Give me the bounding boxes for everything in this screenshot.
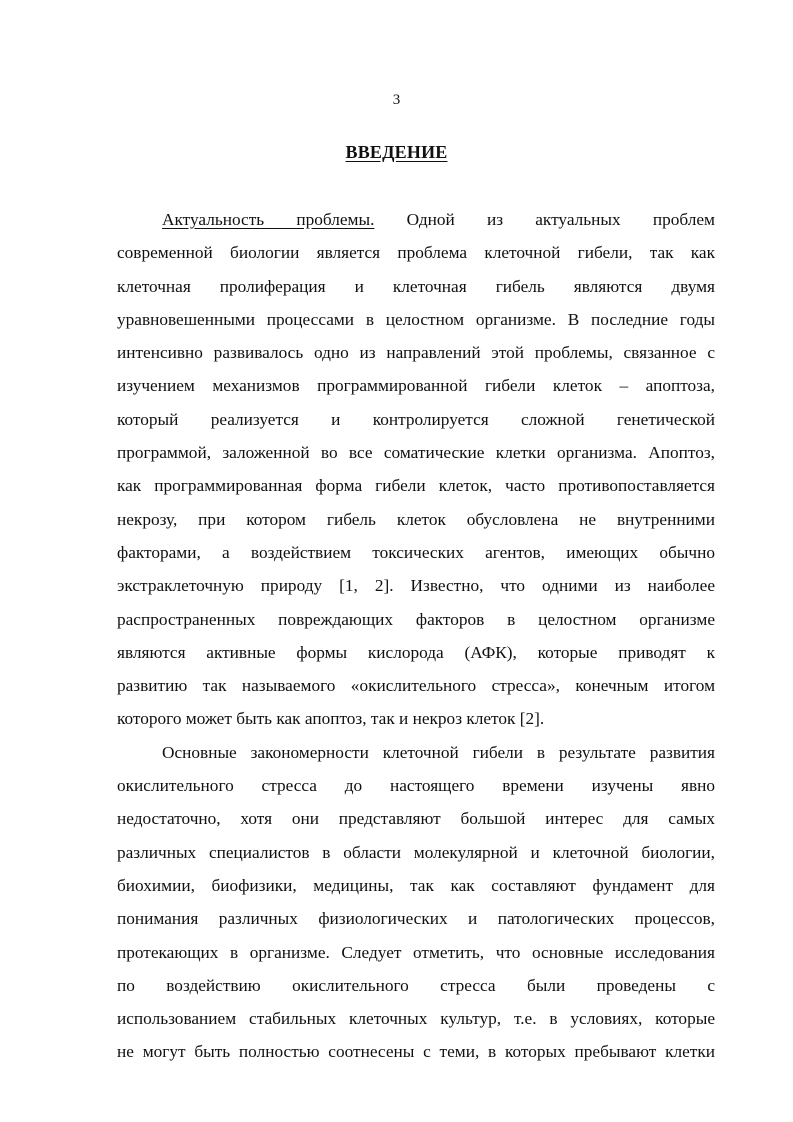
- paragraph-line-text: Одной из актуальных проблем: [406, 210, 715, 229]
- paragraph-line: который реализуется и контролируется сложной генетической: [117, 409, 715, 429]
- paragraph-line: биохимии, биофизики, медицины, так как составляют фундамент для: [117, 875, 715, 895]
- paragraph-relevance: [117, 203, 715, 736]
- paragraph-line: [117, 203, 715, 236]
- paragraph-line: понимания различных физиологических и патологических процессов,: [117, 909, 715, 929]
- paragraph-regularities: [117, 736, 715, 1069]
- paragraph-line: являются активные формы кислорода (АФК), которые приводят к: [117, 642, 715, 662]
- paragraph-line: интенсивно развивалось одно из направлений этой проблемы, связанное с: [117, 343, 715, 363]
- paragraph-line: не могут быть полностью соотнесены с теми, в которых пребывают клетки: [117, 1042, 715, 1062]
- paragraph-line: использованием стабильных клеточных культур, т.е. в условиях, которые: [117, 1009, 715, 1029]
- paragraph-line: распространенных повреждающих факторов в целостном организме: [117, 609, 715, 629]
- section-title: ВВЕДЕНИЕ: [345, 142, 448, 162]
- paragraph-line: недостаточно, хотя они представляют большой интерес для самых: [117, 809, 715, 829]
- paragraph-line: как программированная форма гибели клеток, часто противопоставляется: [117, 476, 715, 496]
- paragraph-line: факторами, а воздействием токсических агентов, имеющих обычно: [117, 542, 715, 562]
- paragraph-line: различных специалистов в области молекулярной и клеточной биологии,: [117, 842, 715, 862]
- paragraph-line: программой, заложенной во все соматические клетки организма. Апоптоз,: [117, 443, 715, 463]
- relevance-heading: Актуальность проблемы.: [162, 210, 375, 229]
- paragraph-line: окислительного стресса до настоящего времени изучены явно: [117, 776, 715, 796]
- paragraph-line: Основные закономерности клеточной гибели в результате развития: [162, 742, 715, 762]
- paragraph-line: современной биологии является проблема клеточной гибели, так как: [117, 243, 715, 263]
- document-body: [117, 203, 715, 1069]
- paragraph-line: уравновешенными процессами в целостном организме. В последние годы: [117, 309, 715, 329]
- paragraph-line: изучением механизмов программированной гибели клеток – апоптоза,: [117, 376, 715, 396]
- paragraph-line: экстраклеточную природу [1, 2]. Известно, что одними из наиболее: [117, 576, 715, 596]
- paragraph-line: протекающих в организме. Следует отметить, что основные исследования: [117, 942, 715, 962]
- paragraph-line: клеточная пролиферация и клеточная гибель являются двумя: [117, 276, 715, 296]
- page-number: 3: [392, 92, 401, 108]
- paragraph-line: некрозу, при котором гибель клеток обусловлена не внутренними: [117, 509, 715, 529]
- paragraph-line: по воздействию окислительного стресса были проведены с: [117, 975, 715, 995]
- paragraph-line: которого может быть как апоптоз, так и некроз клеток [2].: [117, 709, 545, 729]
- paragraph-line: развитию так называемого «окислительного стресса», конечным итогом: [117, 676, 715, 696]
